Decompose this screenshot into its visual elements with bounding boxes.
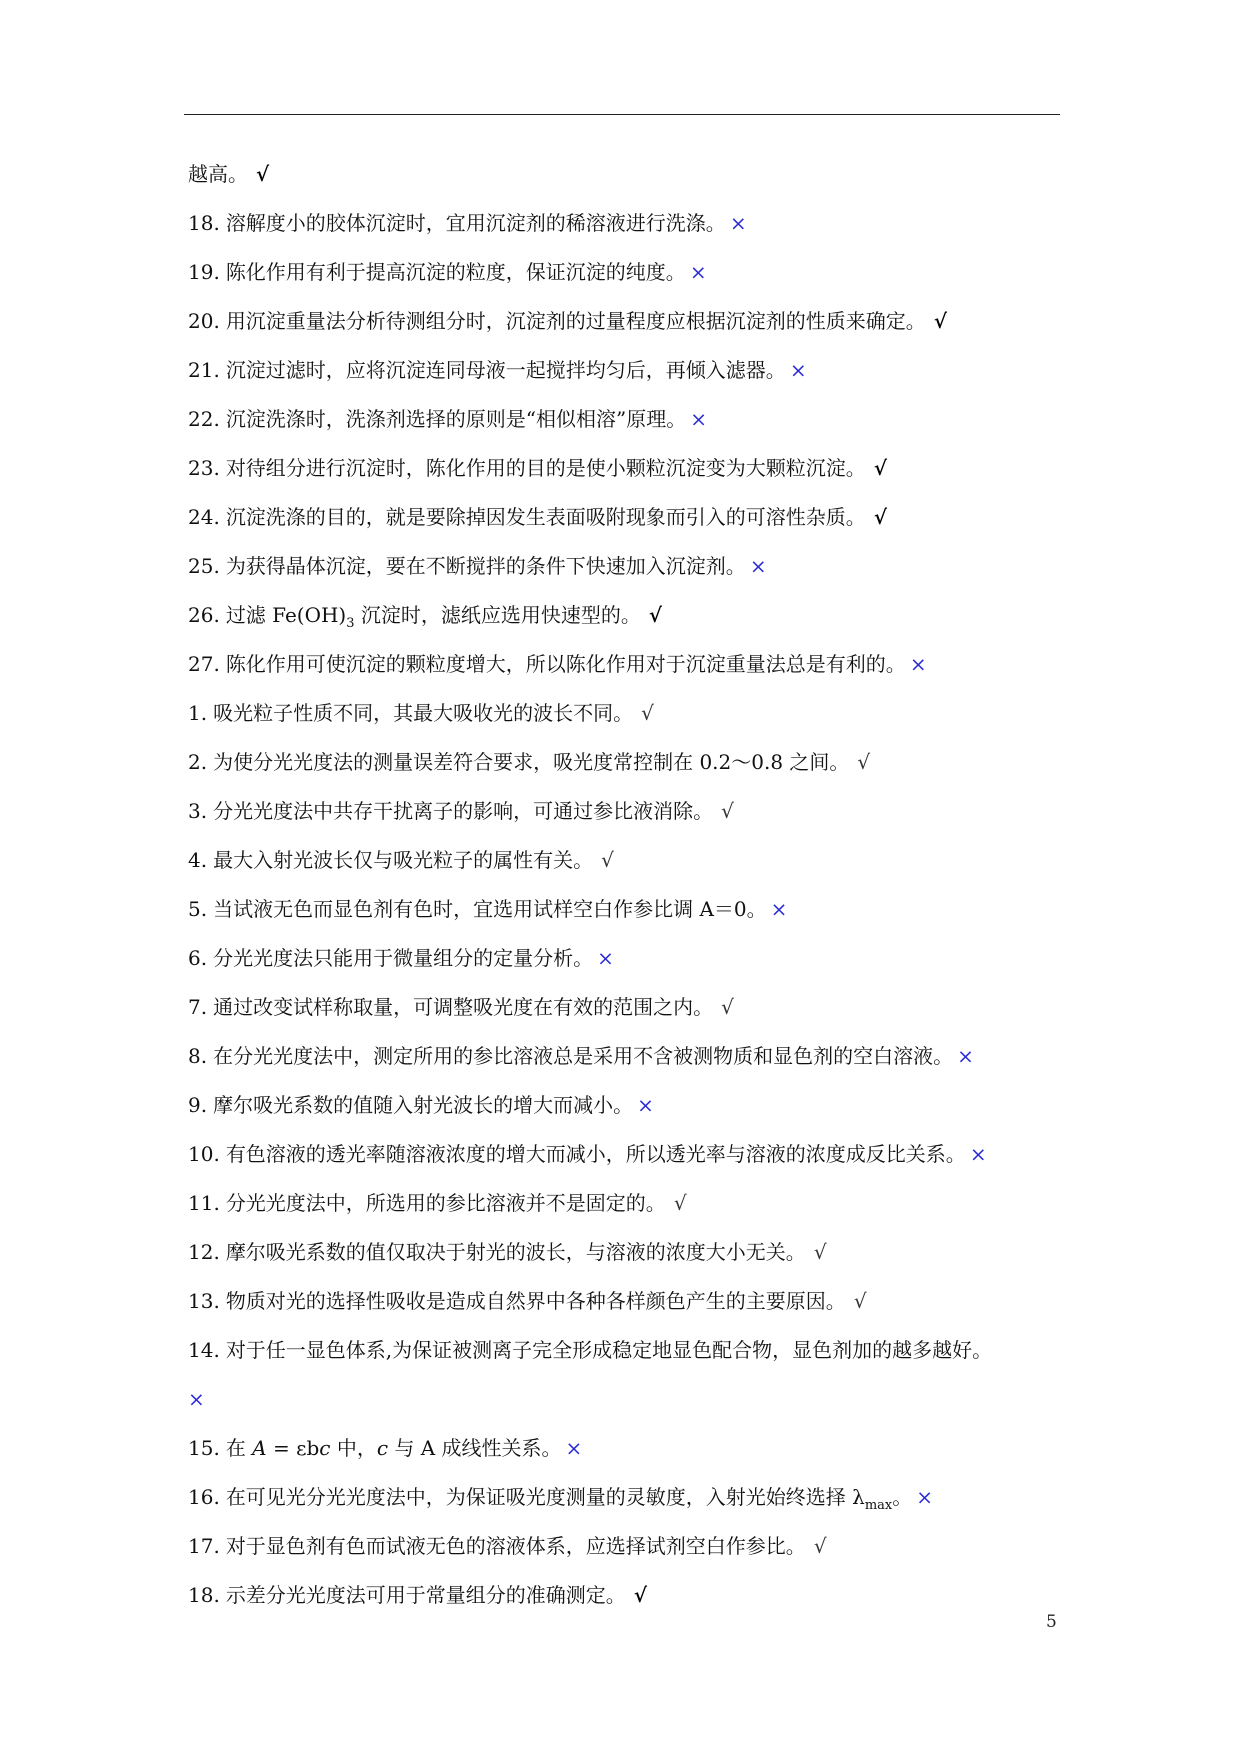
cross-mark: × xyxy=(689,260,707,284)
item-text: 溶解度小的胶体沉淀时，宜用沉淀剂的稀溶液进行洗涤。 xyxy=(225,211,726,235)
item-text: 物质对光的选择性吸收是造成自然界中各种各样颜色产生的主要原因。 xyxy=(225,1289,846,1313)
list-item xyxy=(188,1228,1088,1277)
item-number: 8. xyxy=(188,1044,208,1068)
list-item xyxy=(188,640,1088,689)
cross-mark: × xyxy=(690,407,708,431)
item-text: 用沉淀重量法分析待测组分时，沉淀剂的过量程度应根据沉淀剂的性质来确定。 xyxy=(225,309,926,333)
item-number: 14. xyxy=(188,1338,220,1362)
header-rule xyxy=(184,114,1060,115)
item-text: 在分光光度法中，测定所用的参比溶液总是采用不含被测物质和显色剂的空白溶液。 xyxy=(213,1044,954,1068)
item-text: 陈化作用有利于提高沉淀的粒度，保证沉淀的纯度。 xyxy=(225,260,686,284)
item-number: 23. xyxy=(188,456,220,480)
list-item xyxy=(188,1375,1088,1424)
check-mark: √ xyxy=(601,848,614,872)
item-text: 沉淀洗涤时，洗涤剂选择的原则是“相似相溶”原理。 xyxy=(225,407,687,431)
question-list xyxy=(188,150,1088,1620)
list-item xyxy=(188,738,1088,787)
list-item xyxy=(188,150,1088,199)
item-text: 当试液无色而显色剂有色时，宜选用试样空白作参比调 A＝0。 xyxy=(213,897,767,921)
list-item xyxy=(188,444,1088,493)
list-item xyxy=(188,346,1088,395)
list-item xyxy=(188,885,1088,934)
item-text: 对于任一显色体系,为保证被测离子完全形成稳定地显色配合物，显色剂加的越多越好。 xyxy=(225,1338,993,1362)
list-item xyxy=(188,591,1088,640)
list-item xyxy=(188,395,1088,444)
item-number: 2. xyxy=(188,750,208,774)
item-text: 摩尔吸光系数的值仅取决于射光的波长，与溶液的浓度大小无关。 xyxy=(225,1240,806,1264)
check-mark: √ xyxy=(853,1289,867,1313)
cross-mark: × xyxy=(597,946,614,970)
item-text: 。 xyxy=(892,1485,913,1509)
cross-mark: × xyxy=(565,1436,583,1460)
item-text: 分光光度法中，所选用的参比溶液并不是固定的。 xyxy=(225,1191,666,1215)
list-item xyxy=(188,542,1088,591)
item-text: 陈化作用可使沉淀的颗粒度增大，所以陈化作用对于沉淀重量法总是有利的。 xyxy=(225,652,906,676)
check-mark: √ xyxy=(933,309,947,333)
item-number: 18. xyxy=(188,1583,220,1607)
item-text: 吸光粒子性质不同，其最大吸收光的波长不同。 xyxy=(213,701,634,725)
item-number: 3. xyxy=(188,799,208,823)
list-item xyxy=(188,787,1088,836)
item-text: 与 A 成线性关系。 xyxy=(388,1436,562,1460)
item-text: 过滤 Fe(OH) xyxy=(225,603,347,627)
list-item xyxy=(188,199,1088,248)
cross-mark: × xyxy=(729,211,747,235)
item-number: 19. xyxy=(188,260,220,284)
item-text: 越高。 xyxy=(188,162,248,186)
item-text: = εb xyxy=(266,1436,320,1460)
check-mark: √ xyxy=(256,162,270,186)
item-text: 对待组分进行沉淀时，陈化作用的目的是使小颗粒沉淀变为大颗粒沉淀。 xyxy=(225,456,866,480)
check-mark: √ xyxy=(641,701,654,725)
subscript: 3 xyxy=(346,616,355,631)
item-text: 沉淀时，滤纸应选用快速型的。 xyxy=(354,603,641,627)
check-mark: √ xyxy=(673,1191,687,1215)
check-mark: √ xyxy=(648,603,663,627)
list-item xyxy=(188,1277,1088,1326)
italic-symbol: A xyxy=(252,1436,267,1460)
list-item xyxy=(188,1081,1088,1130)
list-item xyxy=(188,1473,1088,1522)
check-mark: √ xyxy=(721,995,734,1019)
check-mark: √ xyxy=(633,1583,647,1607)
item-text: 分光光度法中共存干扰离子的影响，可通过参比液消除。 xyxy=(213,799,714,823)
item-number: 5. xyxy=(188,897,208,921)
check-mark: √ xyxy=(813,1534,827,1558)
list-item xyxy=(188,836,1088,885)
cross-mark: × xyxy=(909,652,927,676)
item-number: 15. xyxy=(188,1436,220,1460)
item-text: 最大入射光波长仅与吸光粒子的属性有关。 xyxy=(213,848,594,872)
italic-symbol: c xyxy=(376,1436,389,1460)
item-number: 10. xyxy=(188,1142,220,1166)
item-text: 分光光度法只能用于微量组分的定量分析。 xyxy=(213,946,594,970)
item-text: 在可见光分光光度法中，为保证吸光度测量的灵敏度，入射光始终选择 λ xyxy=(225,1485,865,1509)
list-item xyxy=(188,493,1088,542)
item-number: 18. xyxy=(188,211,220,235)
check-mark: √ xyxy=(721,799,734,823)
item-text: 为使分光光度法的测量误差符合要求，吸光度常控制在 0.2～0.8 之间。 xyxy=(213,750,850,774)
item-number: 9. xyxy=(188,1093,208,1117)
list-item xyxy=(188,1130,1088,1179)
item-text: 沉淀洗涤的目的，就是要除掉因发生表面吸附现象而引入的可溶性杂质。 xyxy=(225,505,866,529)
item-text: 为获得晶体沉淀，要在不断搅拌的条件下快速加入沉淀剂。 xyxy=(225,554,746,578)
item-number: 12. xyxy=(188,1240,220,1264)
item-number: 1. xyxy=(188,701,208,725)
list-item xyxy=(188,1571,1088,1620)
list-item xyxy=(188,1326,1088,1375)
list-item xyxy=(188,1032,1088,1081)
item-text: 通过改变试样称取量，可调整吸光度在有效的范围之内。 xyxy=(213,995,714,1019)
item-text: 有色溶液的透光率随溶液浓度的增大而减小，所以透光率与溶液的浓度成反比关系。 xyxy=(225,1142,966,1166)
item-number: 11. xyxy=(188,1191,220,1215)
item-number: 4. xyxy=(188,848,208,872)
item-text: 摩尔吸光系数的值随入射光波长的增大而减小。 xyxy=(213,1093,634,1117)
list-item xyxy=(188,297,1088,346)
cross-mark: × xyxy=(969,1142,987,1166)
item-text: 中， xyxy=(330,1436,377,1460)
italic-symbol: c xyxy=(319,1436,331,1460)
cross-mark: × xyxy=(957,1044,974,1068)
list-item xyxy=(188,1179,1088,1228)
list-item xyxy=(188,689,1088,738)
list-item xyxy=(188,248,1088,297)
item-number: 26. xyxy=(188,603,220,627)
cross-mark: × xyxy=(188,1387,205,1411)
check-mark: √ xyxy=(873,456,887,480)
item-text: 示差分光光度法可用于常量组分的准确测定。 xyxy=(225,1583,626,1607)
item-number: 21. xyxy=(188,358,220,382)
item-number: 17. xyxy=(188,1534,220,1558)
item-number: 16. xyxy=(188,1485,220,1509)
page-number: 5 xyxy=(1046,1612,1057,1632)
item-number: 25. xyxy=(188,554,220,578)
list-item xyxy=(188,934,1088,983)
list-item xyxy=(188,1522,1088,1571)
check-mark: √ xyxy=(873,505,887,529)
item-number: 7. xyxy=(188,995,208,1019)
subscript: max xyxy=(864,1498,893,1513)
list-item xyxy=(188,1424,1088,1473)
item-number: 22. xyxy=(188,407,220,431)
list-item xyxy=(188,983,1088,1032)
cross-mark: × xyxy=(770,897,788,921)
item-text: 在 xyxy=(225,1436,253,1460)
check-mark: √ xyxy=(857,750,871,774)
item-number: 27. xyxy=(188,652,220,676)
item-number: 6. xyxy=(188,946,208,970)
item-text: 对于显色剂有色而试液无色的溶液体系，应选择试剂空白作参比。 xyxy=(225,1534,806,1558)
item-text: 沉淀过滤时，应将沉淀连同母液一起搅拌均匀后，再倾入滤器。 xyxy=(225,358,786,382)
item-number: 24. xyxy=(188,505,220,529)
item-number: 13. xyxy=(188,1289,220,1313)
cross-mark: × xyxy=(637,1093,654,1117)
cross-mark: × xyxy=(749,554,767,578)
cross-mark: × xyxy=(789,358,807,382)
cross-mark: × xyxy=(916,1485,934,1509)
check-mark: √ xyxy=(813,1240,827,1264)
item-number: 20. xyxy=(188,309,220,333)
